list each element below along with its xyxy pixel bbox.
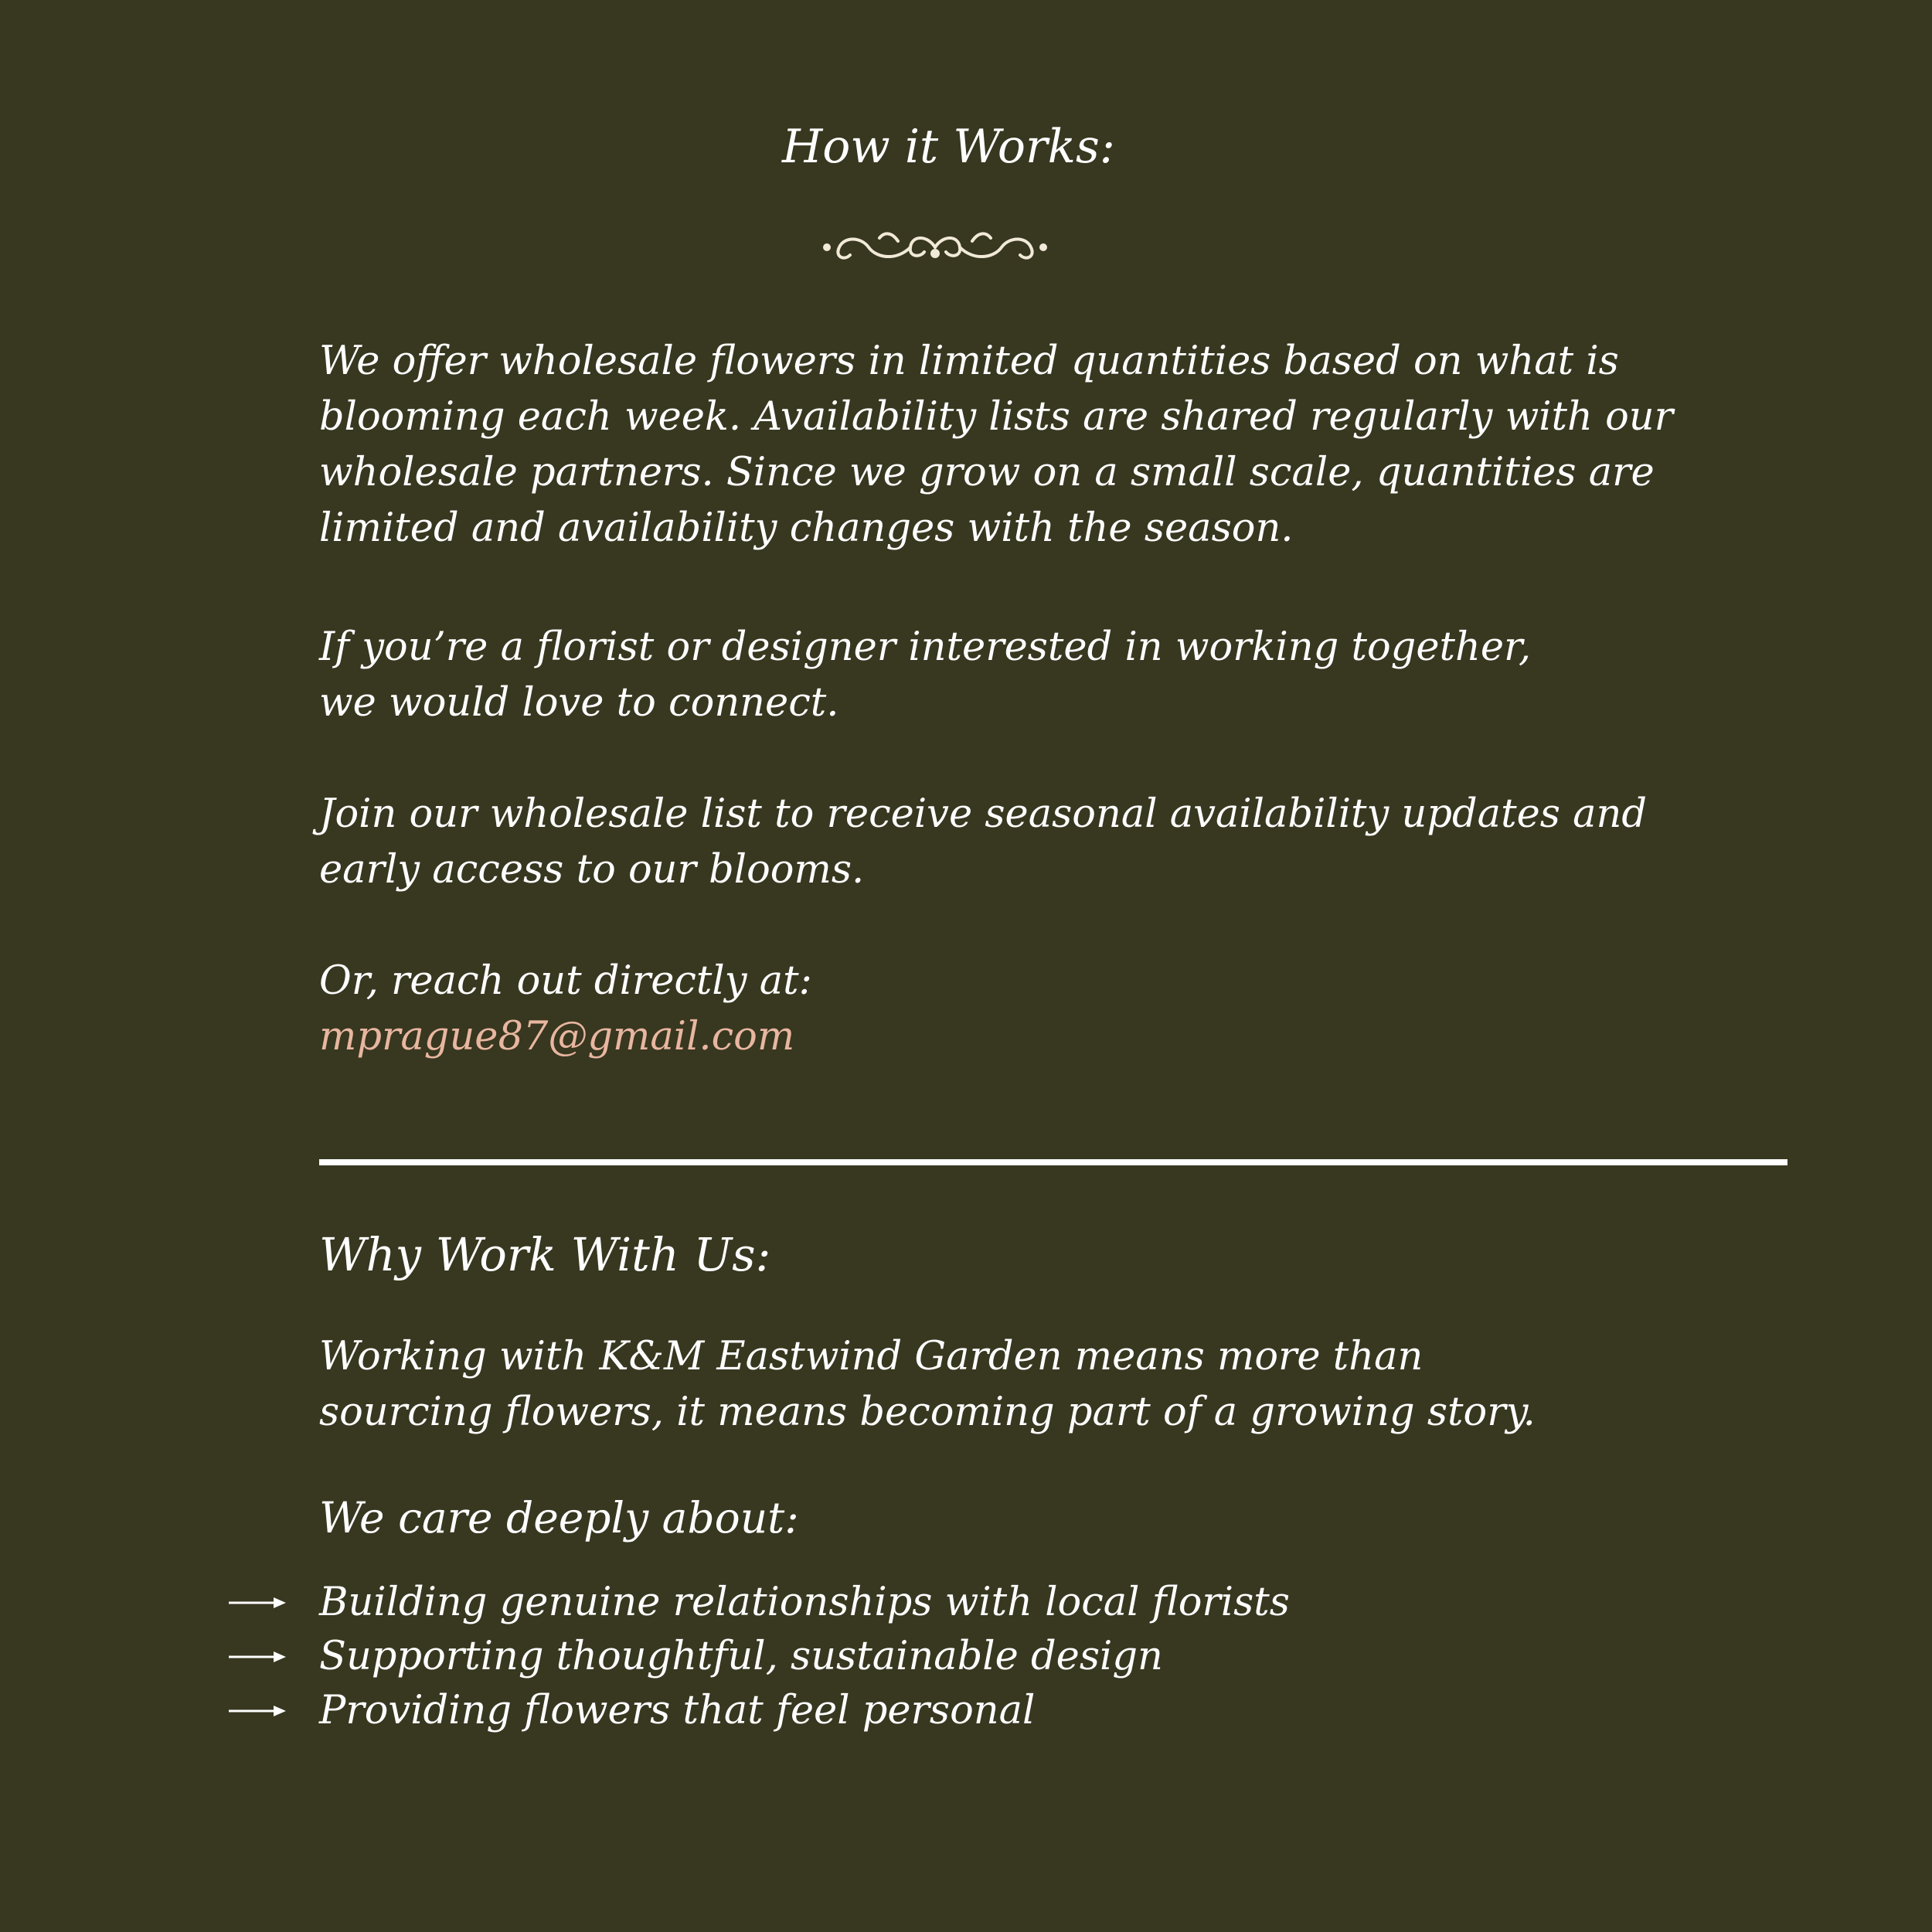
- florist-invite-paragraph: If you’re a florist or designer interested in working together, we would love to connect.: [319, 624, 1532, 726]
- arrow-right-icon: [229, 1649, 286, 1665]
- contact-intro: Or, reach out directly at:: [319, 958, 812, 1004]
- list-item-label: Building genuine relationships with local florists: [319, 1580, 1290, 1625]
- why-paragraph: Working with K&M Eastwind Garden means more than sourcing flowers, it means becoming part of a growing story.: [319, 1334, 1536, 1435]
- wholesale-list-paragraph: Join our wholesale list to receive seasonal availability updates and early access to our blooms.: [319, 791, 1648, 893]
- list-item: [229, 1683, 1035, 1739]
- list-item-label: Providing flowers that feel personal: [319, 1688, 1036, 1733]
- list-item-label: Supporting thoughtful, sustainable design: [319, 1634, 1163, 1679]
- list-item: [229, 1629, 1163, 1685]
- care-title: We care deeply about:: [319, 1493, 799, 1543]
- arrow-right-icon: [229, 1703, 286, 1719]
- why-work-with-us-title: Why Work With Us:: [319, 1228, 771, 1281]
- list-item: [229, 1575, 1290, 1631]
- availability-paragraph: We offer wholesale flowers in limited quantities based on what is blooming each week. Availability lists are shared regularly with our wholesale partners. Since we grow on a small scale, quantities are limited and availability changes with the season.: [319, 338, 1674, 551]
- how-it-works-title: How it Works:: [781, 120, 1115, 174]
- flourish-divider-icon: [821, 224, 1049, 270]
- arrow-right-icon: [229, 1595, 286, 1611]
- section-divider: [319, 1159, 1787, 1165]
- email-link[interactable]: mprague87@gmail.com: [319, 1014, 795, 1060]
